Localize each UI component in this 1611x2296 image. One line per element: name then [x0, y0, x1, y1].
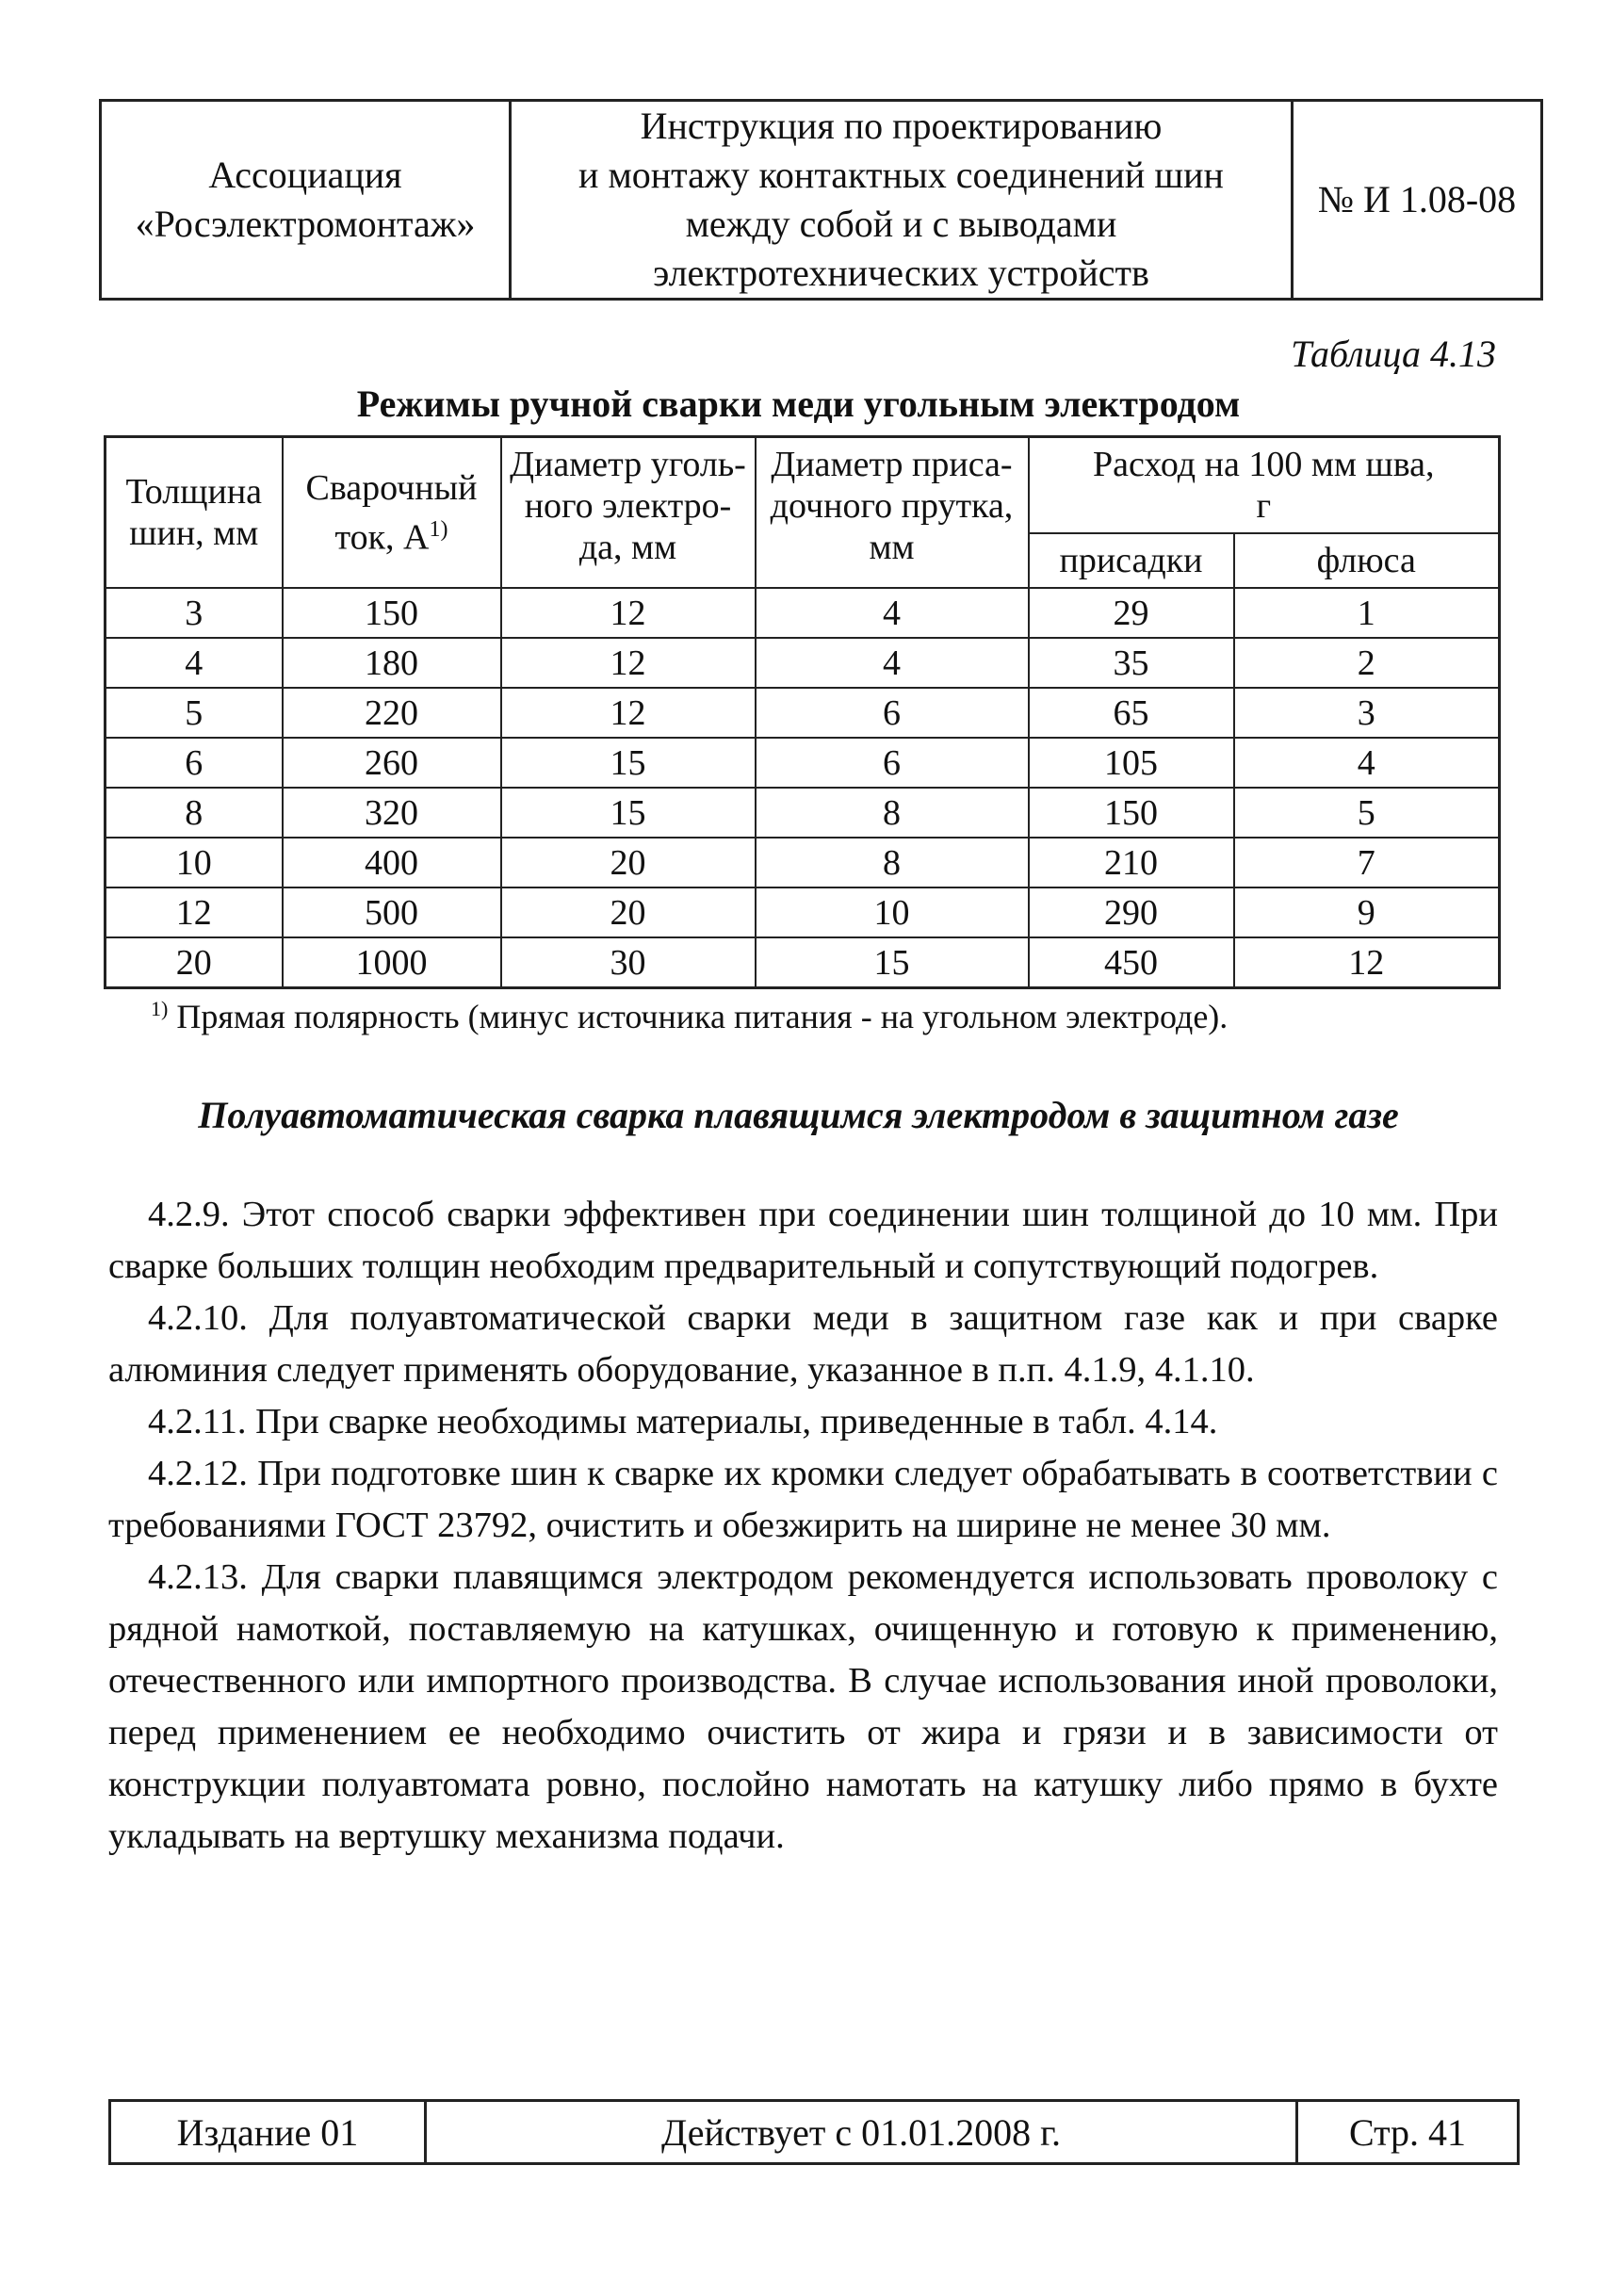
- table-cell: 4: [756, 638, 1029, 688]
- table-cell: 12: [501, 638, 756, 688]
- table-cell: 3: [106, 588, 283, 638]
- table-cell: 320: [283, 788, 501, 838]
- table-cell: 220: [283, 688, 501, 738]
- table-cell: 15: [501, 738, 756, 788]
- table-cell: 6: [106, 738, 283, 788]
- table-row: [106, 738, 1500, 788]
- table-cell: 12: [501, 588, 756, 638]
- table-cell: 180: [283, 638, 501, 688]
- table-cell: 20: [106, 937, 283, 988]
- header-flux: флюса: [1234, 533, 1500, 588]
- table-cell: 15: [501, 788, 756, 838]
- edition-label: Издание 01: [110, 2101, 426, 2164]
- table-cell: 450: [1029, 937, 1234, 988]
- table-cell: 105: [1029, 738, 1234, 788]
- organization-cell: [101, 101, 511, 300]
- table-row: [106, 838, 1500, 887]
- page-number: Стр. 41: [1297, 2101, 1519, 2164]
- table-cell: 400: [283, 838, 501, 887]
- effective-date: Действует с 01.01.2008 г.: [426, 2101, 1297, 2164]
- table-cell: 20: [501, 838, 756, 887]
- header-thickness: Толщина шин, мм: [106, 437, 283, 589]
- table-cell: 150: [1029, 788, 1234, 838]
- paragraph: 4.2.9. Этот способ сварки эффективен при соединении шин толщиной до 10 мм. При сварке больших толщин необходим предварительный и сопутствующий подогрев.: [108, 1195, 1498, 1286]
- table-title: Режимы ручной сварки меди угольным электродом: [356, 383, 1241, 425]
- table-cell: 35: [1029, 638, 1234, 688]
- table-cell: 15: [756, 937, 1029, 988]
- table-body: [106, 588, 1500, 988]
- table-cell: 4: [1234, 738, 1500, 788]
- table-cell: 150: [283, 588, 501, 638]
- document-title-line: и монтажу контактных соединений шин: [578, 154, 1224, 196]
- table-cell: 210: [1029, 838, 1234, 887]
- document-footer: [108, 2099, 1520, 2165]
- table-cell: 8: [106, 788, 283, 838]
- paragraph: 4.2.10. Для полуавтоматической сварки меди в защитном газе как и при сварке алюминия следует применять оборудование, указанное в п.п. 4.1.9, 4.1.10.: [108, 1298, 1498, 1390]
- table-cell: 29: [1029, 588, 1234, 638]
- table-cell: 2: [1234, 638, 1500, 688]
- table-cell: 4: [756, 588, 1029, 638]
- table-cell: 290: [1029, 887, 1234, 937]
- document-title-line: электротехнических устройств: [653, 252, 1149, 294]
- table-footnote: [151, 997, 1228, 1036]
- table-cell: 20: [501, 887, 756, 937]
- table-row: [106, 788, 1500, 838]
- table-caption: Таблица 4.13: [1291, 333, 1496, 375]
- table-cell: 9: [1234, 887, 1500, 937]
- table-cell: 6: [756, 738, 1029, 788]
- document-title-line: Инструкция по проектированию: [640, 105, 1163, 147]
- welding-modes-table: [104, 435, 1501, 989]
- table-row: [106, 887, 1500, 937]
- table-cell: 12: [501, 688, 756, 738]
- table-cell: 1000: [283, 937, 501, 988]
- footnote-mark: 1): [151, 997, 169, 1020]
- table-cell: 65: [1029, 688, 1234, 738]
- footnote-text: Прямая полярность (минус источника питания - на угольном электроде).: [176, 998, 1229, 1035]
- table-cell: 8: [756, 838, 1029, 887]
- header-rod-diameter: Диаметр приса- дочного прутка, мм: [756, 437, 1029, 589]
- table-cell: 12: [106, 887, 283, 937]
- organization-name: Ассоциация: [208, 154, 402, 196]
- table-row: [106, 688, 1500, 738]
- header-additive: присадки: [1029, 533, 1234, 588]
- table-cell: 4: [106, 638, 283, 688]
- paragraph: 4.2.13. Для сварки плавящимся электродом рекомендуется использовать проволоку с рядной намоткой, поставляемую на катушках, очищенную и готовую к применению, отечественного или импортного производства. В случае использования иной проволоки, перед применением ее необходимо очистить от жира и грязи и в зависимости от конструкции полуавтомата ровно, послойно намотать на катушку либо прямо в бухте укладывать на вертушку механизма подачи.: [108, 1557, 1498, 1856]
- table-cell: 10: [106, 838, 283, 887]
- table-cell: 260: [283, 738, 501, 788]
- table-cell: 30: [501, 937, 756, 988]
- table-cell: 1: [1234, 588, 1500, 638]
- organization-name-quoted: «Росэлектромонтаж»: [135, 203, 476, 245]
- header-current: Сварочный ток, $А^{1)}$: [283, 437, 501, 589]
- table-row: [106, 588, 1500, 638]
- table-row: [106, 937, 1500, 988]
- paragraph: 4.2.11. При сварке необходимы материалы, приведенные в табл. 4.14.: [148, 1402, 1218, 1441]
- table-cell: 8: [756, 788, 1029, 838]
- table-cell: 5: [1234, 788, 1500, 838]
- footnote-ref: 1): [429, 516, 448, 542]
- table-cell: 12: [1234, 937, 1500, 988]
- document-header: [99, 99, 1543, 301]
- document-title-cell: [511, 101, 1293, 300]
- table-cell: 6: [756, 688, 1029, 738]
- table-row: [106, 638, 1500, 688]
- table-cell: 500: [283, 887, 501, 937]
- header-consumption: Расход на 100 мм шва, г: [1029, 437, 1500, 534]
- table-cell: 5: [106, 688, 283, 738]
- body-text: [108, 1189, 1498, 1863]
- header-electrode-diameter: Диаметр уголь- ного электро- да, мм: [501, 437, 756, 589]
- paragraph: 4.2.12. При подготовке шин к сварке их кромки следует обрабатывать в соответствии с требованиями ГОСТ 23792, очистить и обезжирить на ширине не менее 30 мм.: [108, 1454, 1498, 1545]
- table-cell: 7: [1234, 838, 1500, 887]
- section-title: Полуавтоматическая сварка плавящимся электродом в защитном газе: [198, 1094, 1399, 1136]
- table-cell: 10: [756, 887, 1029, 937]
- table-cell: 3: [1234, 688, 1500, 738]
- document-number: № И 1.08-08: [1293, 101, 1542, 300]
- document-title-line: между собой и с выводами: [685, 203, 1117, 245]
